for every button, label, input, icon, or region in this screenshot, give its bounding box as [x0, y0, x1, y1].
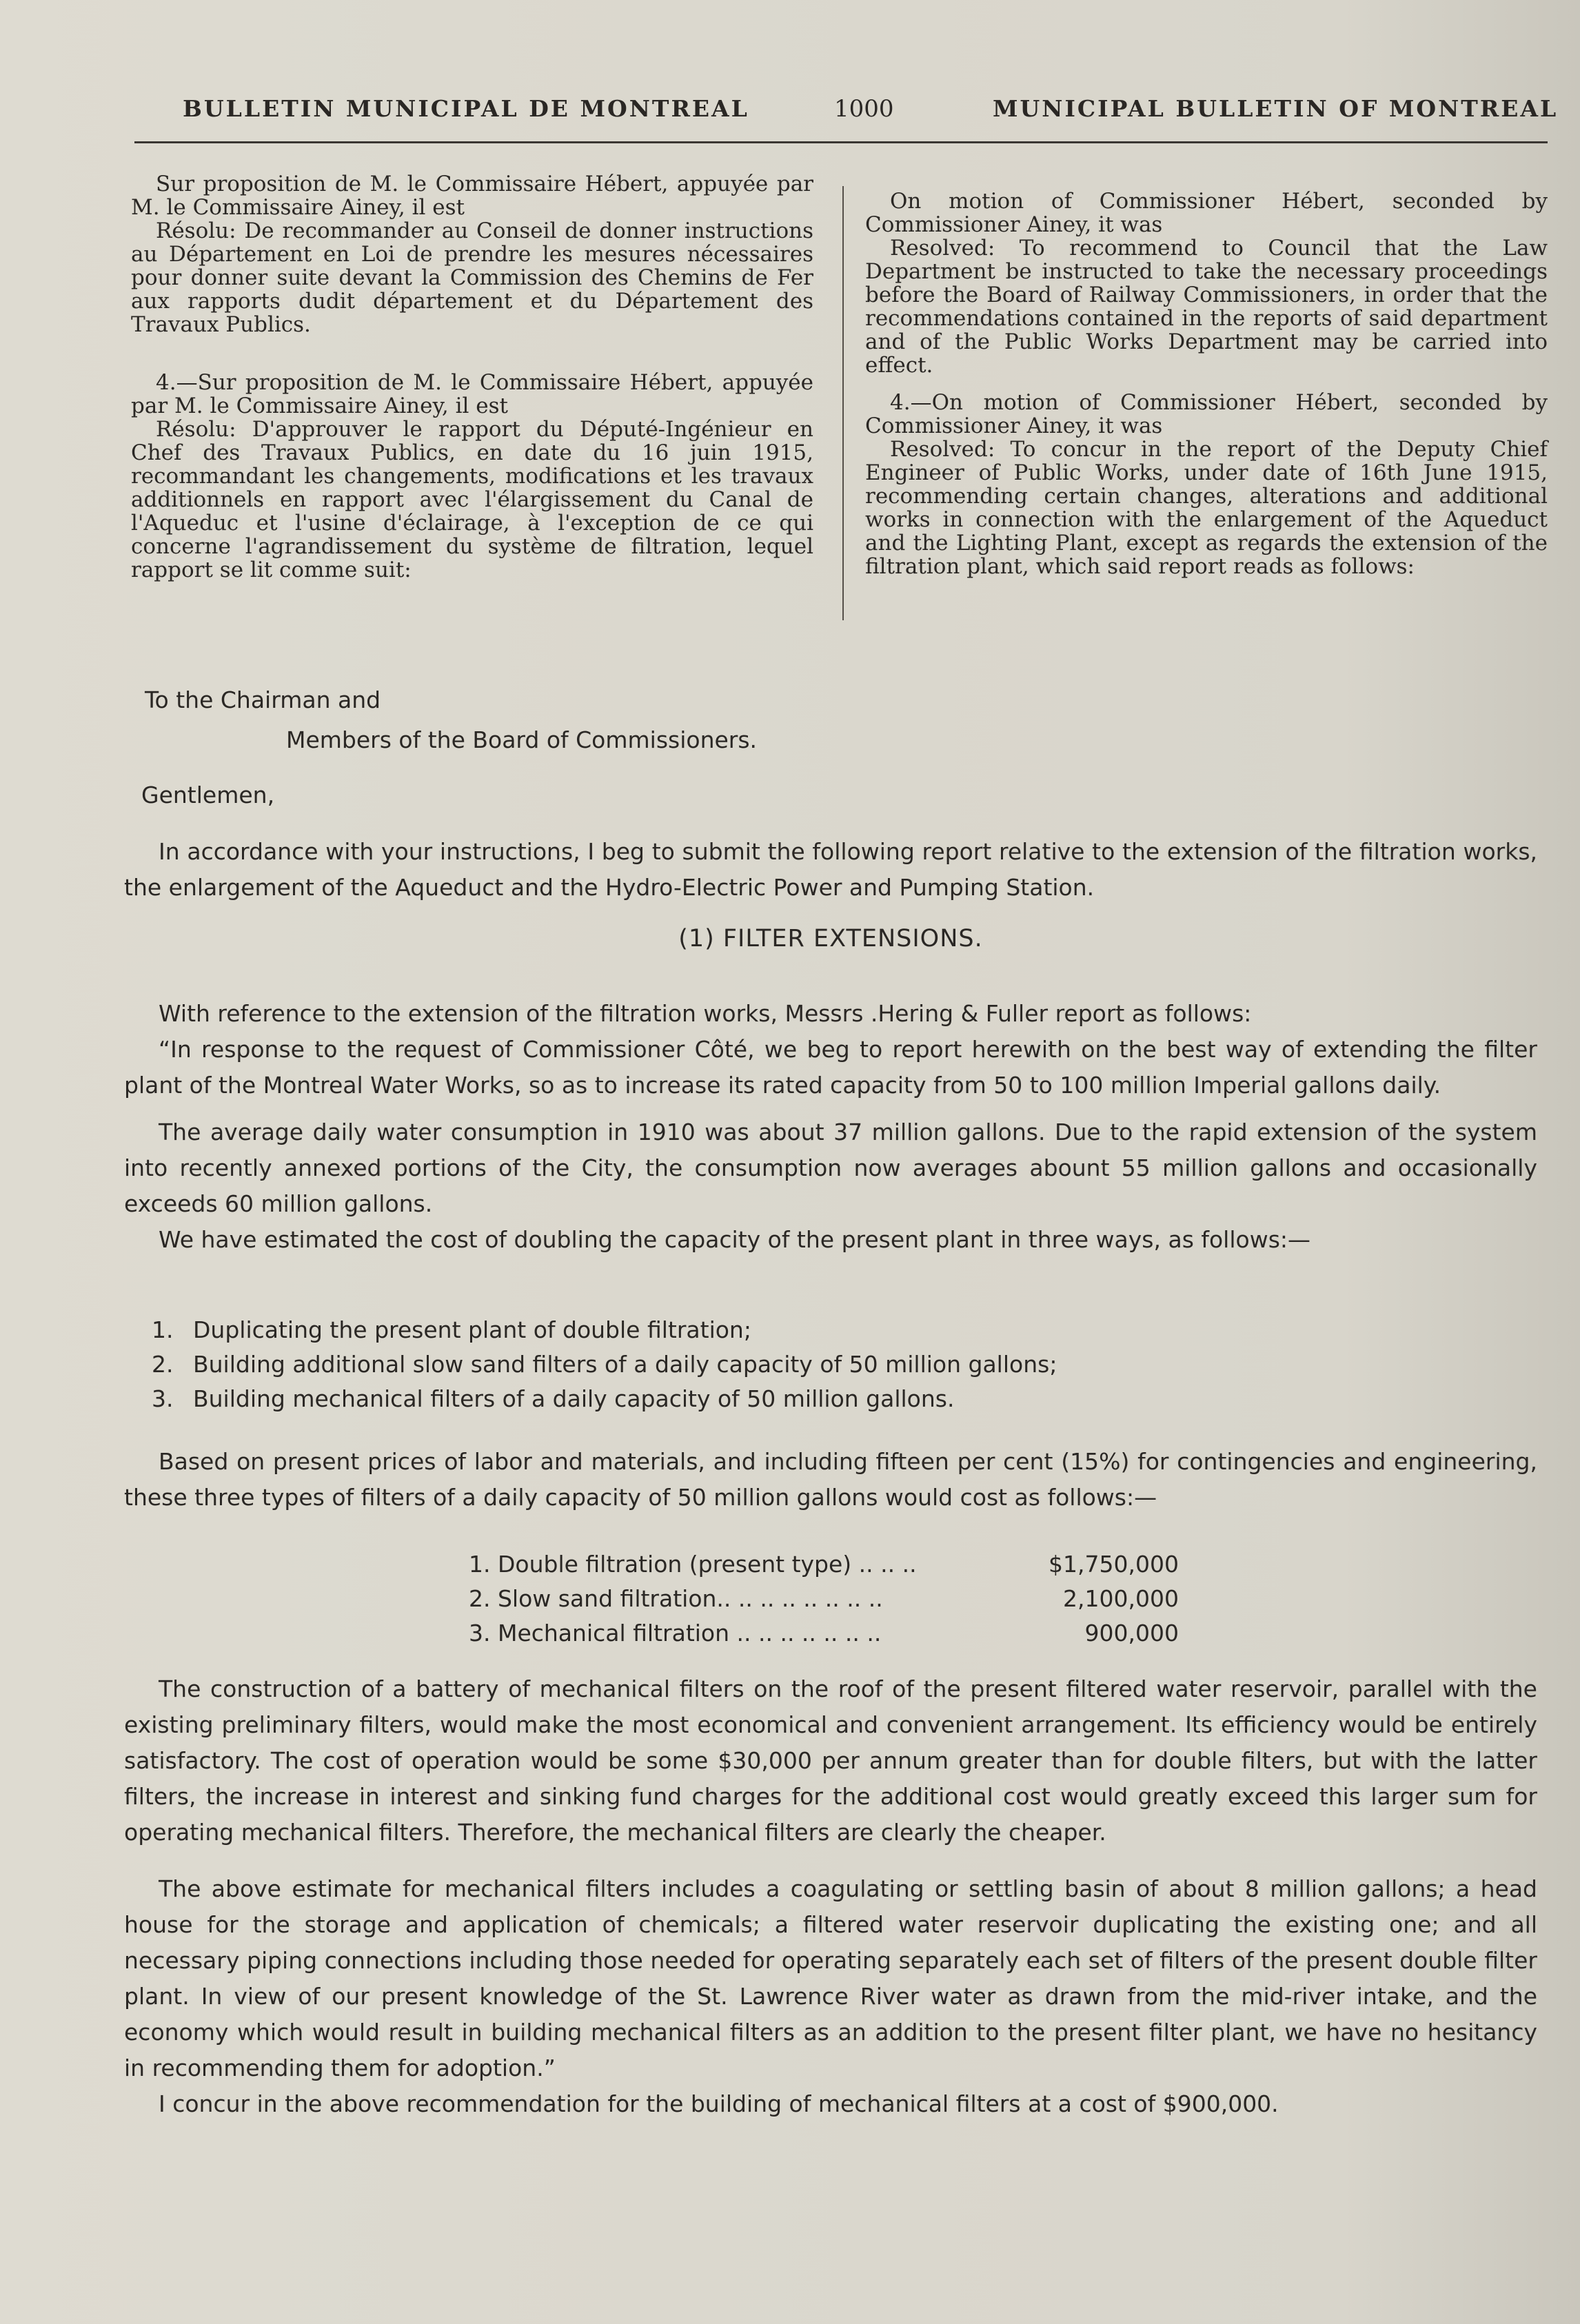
letter-intro: [124, 834, 1537, 957]
english-paragraph: On motion of Commissioner Hébert, seconded by Commissioner Ainey, it was: [865, 189, 1548, 237]
body-paragraph: The average daily water consumption in 1910 was about 37 million gallons. Due to the rapid extension of the system into recently annexed portions of the City, the consumption now averages abount 55 million gallons and occasionally exceeds 60 million gallons.: [124, 1119, 1537, 1217]
cost-table: [469, 1547, 1179, 1651]
letter-body-2: [124, 1444, 1537, 1516]
cost-amount: 2,100,000: [1063, 1585, 1179, 1612]
body-paragraph: The construction of a battery of mechanical filters on the roof of the present filtered water reservoir, parallel with the existing preliminary filters, would make the most economical and convenient arrangement. Its efficiency would be entirely satisfactory. The cost of operation would be some $30,000 per annum greater than for double filters, but with the latter filters, the increase in interest and sinking fund charges for the additional cost would greatly exceed this larger sum for operating mechanical filters. Therefore, the mechanical filters are clearly the cheaper.: [124, 1675, 1537, 1846]
letter-body-1: [124, 996, 1537, 1258]
section-title: (1) FILTER EXTENSIONS.: [678, 925, 983, 952]
english-paragraph: 4.—On motion of Commissioner Hébert, seconded by Commissioner Ainey, it was: [865, 390, 1548, 438]
french-paragraph: Résolu: D'approuver le rapport du Député-Ingénieur en Chef des Travaux Publics, en date du 16 juin 1915, recommandant les changements, modifications et les travaux additionnels en rapport avec l'élargissement du Canal de l'Aqueduc et l'usine d'éclairage, à l'exception de ce qui concerne l'agrandissement du système de filtration, lequel rapport se lit comme suit:: [131, 417, 813, 582]
header-right-title: MUNICIPAL BULLETIN OF MONTREAL: [993, 95, 1559, 122]
body-paragraph: The above estimate for mechanical filters includes a coagulating or settling basin of about 8 million gallons; a head house for the storage and application of chemicals; a filtered water reservoir duplicating the existing one; and all necessary piping connections including those needed for operating separately each set of filters of the present double filter plant. In view of our present knowledge of the St. Lawrence River water as drawn from the mid-river intake, and the economy which would result in building mechanical filters as an addition to the present filter plant, we have no hesitancy in recommending them for adoption.”: [124, 1875, 1537, 2081]
cost-amount: $1,750,000: [1049, 1551, 1179, 1578]
cost-row: [469, 1547, 1179, 1582]
list-item: [152, 1313, 1461, 1347]
list-item: [152, 1347, 1461, 1382]
cost-row: [469, 1616, 1179, 1651]
list-number: 2.: [152, 1351, 174, 1378]
french-paragraph: 4.—Sur proposition de M. le Commissaire Hébert, appuyée par M. le Commissaire Ainey, il est: [131, 370, 813, 418]
list-number: 1.: [152, 1316, 174, 1343]
salutation: Gentlemen,: [141, 782, 275, 808]
header-left-title: BULLETIN MUNICIPAL DE MONTREAL: [183, 95, 749, 122]
cost-label: 3. Mechanical filtration .. .. .. .. .. .. ..: [469, 1620, 882, 1647]
column-divider: [842, 186, 844, 620]
cost-amount: 900,000: [1084, 1620, 1179, 1647]
cost-row: [469, 1582, 1179, 1616]
english-column: [865, 190, 1548, 578]
list-text: Duplicating the present plant of double filtration;: [193, 1316, 751, 1343]
body-paragraph: With reference to the extension of the filtration works, Messrs .Hering & Fuller report as follows:: [159, 1000, 1252, 1027]
addressee-line: To the Chairman and: [145, 686, 381, 713]
french-column: [131, 172, 813, 582]
french-paragraph: Résolu: De recommander au Conseil de donner instructions au Département en Loi de prendre les mesures nécessaires pour donner suite devant la Commission des Chemins de Fer aux rapports dudit département et du Département des Travaux Publics.: [131, 218, 813, 337]
addressee-line: Members of the Board of Commissioners.: [286, 726, 758, 753]
page-number: 1000: [834, 95, 894, 123]
list-number: 3.: [152, 1385, 174, 1412]
method-list: [152, 1313, 1461, 1416]
list-text: Building additional slow sand filters of a daily capacity of 50 million gallons;: [193, 1351, 1057, 1378]
letter-address: [124, 682, 1537, 813]
body-paragraph: Based on present prices of labor and materials, and including fifteen per cent (15%) for contingencies and engineering, these three types of filters of a daily capacity of 50 million gallons would cost as follows:—: [124, 1448, 1537, 1511]
cost-label: 1. Double filtration (present type) .. .. ..: [469, 1551, 917, 1578]
header-rule: [134, 141, 1548, 143]
cost-label: 2. Slow sand filtration.. .. .. .. .. .. .. ..: [469, 1585, 883, 1612]
body-paragraph: I concur in the above recommendation for the building of mechanical filters at a cost of $900,000.: [159, 2090, 1279, 2117]
body-paragraph: “In response to the request of Commissioner Côté, we beg to report herewith on the best way of extending the filter plant of the Montreal Water Works, so as to increase its rated capacity from 50 to 100 million Imperial gallons daily.: [124, 1036, 1537, 1099]
intro-paragraph: In accordance with your instructions, I beg to submit the following report relative to the extension of the filtration works, the enlargement of the Aqueduct and the Hydro-Electric Power and Pumping Station.: [124, 838, 1537, 901]
english-paragraph: Resolved: To recommend to Council that the Law Department be instructed to take the necessary proceedings before the Board of Railway Commissioners, in order that the recommendations contained in the reports of said department and of the Public Works Department may be carried into effect.: [865, 236, 1548, 378]
body-paragraph: We have estimated the cost of doubling the capacity of the present plant in three ways, as follows:—: [159, 1226, 1311, 1253]
english-paragraph: Resolved: To concur in the report of the Deputy Chief Engineer of Public Works, under date of 16th June 1915, recommending certain changes, alterations and additional works in connection with the enlargement of the Aqueduct and the Lighting Plant, except as regards the extension of the filtration plant, which said report reads as follows:: [865, 437, 1548, 579]
letter-body-3: [124, 1671, 1537, 2122]
french-paragraph: Sur proposition de M. le Commissaire Hébert, appuyée par M. le Commissaire Ainey, il est: [131, 172, 813, 220]
list-text: Building mechanical filters of a daily capacity of 50 million gallons.: [193, 1385, 955, 1412]
list-item: [152, 1382, 1461, 1416]
